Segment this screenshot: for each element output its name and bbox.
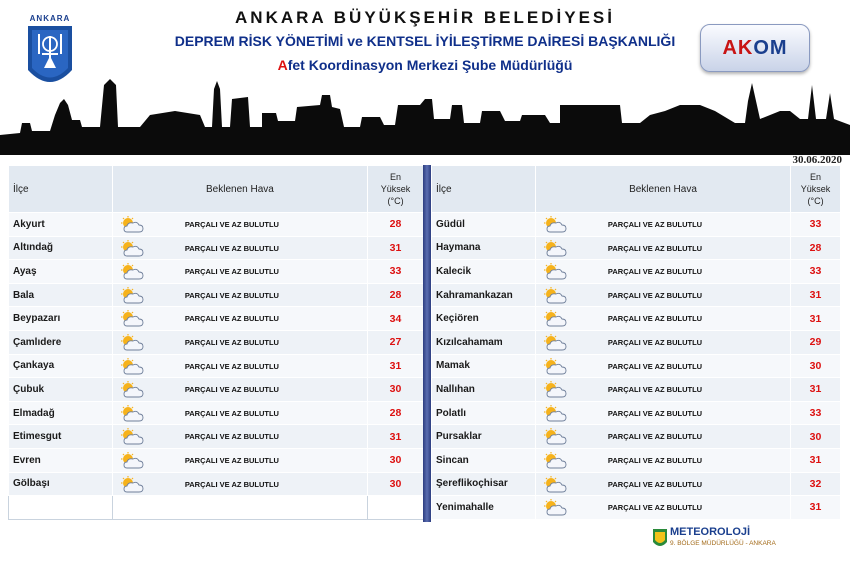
partly-cloudy-icon [119, 263, 145, 281]
weather-description: PARÇALI VE AZ BULUTLU [607, 243, 703, 253]
header-max-line3: (°C) [387, 196, 404, 206]
akom-badge [700, 24, 810, 72]
report-date: 30.06.2020 [792, 154, 842, 166]
max-temperature: 34 [368, 307, 424, 331]
header-expected-weather: Beklenen Hava [535, 166, 790, 213]
max-temperature: 27 [368, 330, 424, 354]
weather-cell [535, 236, 790, 260]
weather-cell [535, 472, 790, 496]
partly-cloudy-icon [119, 452, 145, 470]
partly-cloudy-icon [119, 287, 145, 305]
partly-cloudy-icon [542, 428, 568, 446]
table-row [432, 260, 841, 284]
table-row [9, 213, 424, 237]
table-row [432, 401, 841, 425]
page-subtitle: DEPREM RİSK YÖNETİMİ ve KENTSEL İYİLEŞTİRME DAİRESİ BAŞKANLIĞI [174, 33, 676, 49]
district-name: Elmadağ [9, 401, 113, 425]
weather-description: PARÇALI VE AZ BULUTLU [607, 361, 703, 371]
weather-cell [112, 378, 367, 402]
weather-description: PARÇALI VE AZ BULUTLU [184, 361, 279, 371]
weather-description: PARÇALI VE AZ BULUTLU [607, 314, 703, 324]
weather-description: PARÇALI VE AZ BULUTLU [607, 479, 703, 489]
unit-name-rest: fet Koordinasyon Merkezi Şube Müdürlüğü [287, 57, 573, 73]
weather-description: PARÇALI VE AZ BULUTLU [184, 220, 279, 229]
partly-cloudy-icon [119, 428, 145, 446]
partly-cloudy-icon [119, 240, 145, 258]
table-row [432, 496, 841, 520]
weather-description: PARÇALI VE AZ BULUTLU [184, 290, 279, 300]
max-temperature: 30 [368, 472, 424, 496]
max-temperature: 31 [368, 425, 424, 449]
district-name: Haymana [432, 236, 536, 260]
weather-cell [112, 330, 367, 354]
district-name: Nallıhan [432, 378, 536, 402]
weather-table-right [431, 165, 841, 520]
table-header-row [432, 166, 841, 213]
max-temperature: 31 [791, 496, 841, 520]
max-temperature: 31 [791, 283, 841, 307]
weather-description: PARÇALI VE AZ BULUTLU [607, 455, 703, 465]
district-name: Altındağ [9, 236, 113, 260]
logo-text: ANKARA [29, 14, 71, 23]
meteoroloji-subtitle: 9. BÖLGE MÜDÜRLÜĞÜ - ANKARA [670, 540, 776, 547]
table-row [9, 236, 424, 260]
weather-table-left [8, 165, 424, 520]
table-row [432, 472, 841, 496]
weather-description: PARÇALI VE AZ BULUTLU [184, 243, 279, 253]
weather-cell [112, 283, 367, 307]
table-row [432, 330, 841, 354]
header-max-line1: En [390, 172, 402, 182]
akom-badge-suffix: OM [753, 37, 788, 59]
table-row [432, 307, 841, 331]
weather-cell [535, 260, 790, 284]
max-temperature: 28 [791, 236, 841, 260]
weather-cell [112, 307, 367, 331]
table-row [432, 354, 841, 378]
weather-cell [535, 401, 790, 425]
weather-description: PARÇALI VE AZ BULUTLU [607, 432, 703, 442]
header-district: İlçe [9, 166, 113, 213]
unit-name-first-letter: A [277, 57, 288, 73]
partly-cloudy-icon [542, 334, 568, 352]
weather-cell [535, 448, 790, 472]
weather-cell [535, 213, 790, 237]
max-temperature: 31 [791, 378, 841, 402]
partly-cloudy-icon [119, 476, 145, 494]
weather-cell [535, 283, 790, 307]
weather-cell [535, 354, 790, 378]
weather-cell [535, 330, 790, 354]
district-name: Kahramankazan [432, 283, 536, 307]
district-name: Yenimahalle [432, 496, 536, 520]
table-row [9, 283, 424, 307]
table-row [9, 378, 424, 402]
partly-cloudy-icon [542, 240, 568, 258]
partly-cloudy-icon [119, 405, 145, 423]
table-row [432, 236, 841, 260]
empty-row [9, 496, 424, 520]
weather-cell [112, 236, 367, 260]
district-name: Mamak [432, 354, 536, 378]
max-temperature: 33 [791, 401, 841, 425]
meteoroloji-emblem-icon [652, 528, 668, 550]
district-name: Akyurt [9, 213, 113, 237]
header-max-line3: (°C) [807, 196, 824, 206]
district-name: Çamlıdere [9, 330, 113, 354]
table-row [9, 448, 424, 472]
header-max-temp [791, 166, 841, 213]
district-name: Çubuk [9, 378, 113, 402]
header-district: İlçe [432, 166, 536, 213]
partly-cloudy-icon [542, 499, 568, 517]
partly-cloudy-icon [542, 216, 568, 234]
weather-description: PARÇALI VE AZ BULUTLU [184, 267, 279, 277]
partly-cloudy-icon [542, 476, 568, 494]
weather-description: PARÇALI VE AZ BULUTLU [184, 408, 279, 418]
max-temperature: 30 [368, 448, 424, 472]
weather-cell [112, 354, 367, 378]
weather-cell [112, 260, 367, 284]
partly-cloudy-icon [119, 358, 145, 376]
max-temperature: 33 [791, 260, 841, 284]
district-name: Evren [9, 448, 113, 472]
max-temperature: 33 [791, 213, 841, 237]
max-temperature: 28 [368, 213, 424, 237]
table-row [432, 283, 841, 307]
header-max-line2: Yüksek [380, 184, 411, 194]
district-name: Ayaş [9, 260, 113, 284]
city-skyline-icon [0, 75, 850, 155]
weather-description: PARÇALI VE AZ BULUTLU [184, 385, 279, 395]
partly-cloudy-icon [542, 263, 568, 281]
weather-description: PARÇALI VE AZ BULUTLU [184, 479, 279, 489]
weather-description: PARÇALI VE AZ BULUTLU [607, 385, 703, 395]
akom-badge-prefix: AK [722, 37, 754, 59]
district-name: Güdül [432, 213, 536, 237]
district-name: Kalecik [432, 260, 536, 284]
table-row [9, 330, 424, 354]
weather-cell [535, 307, 790, 331]
partly-cloudy-icon [119, 310, 145, 328]
max-temperature: 28 [368, 401, 424, 425]
weather-description: PARÇALI VE AZ BULUTLU [607, 220, 703, 229]
table-row [9, 354, 424, 378]
district-name: Sincan [432, 448, 536, 472]
weather-cell [112, 401, 367, 425]
table-header-row [9, 166, 424, 213]
table-row [432, 378, 841, 402]
max-temperature: 30 [368, 378, 424, 402]
table-row [9, 472, 424, 496]
partly-cloudy-icon [542, 287, 568, 305]
district-name: Polatlı [432, 401, 536, 425]
partly-cloudy-icon [542, 405, 568, 423]
max-temperature: 31 [791, 448, 841, 472]
weather-description: PARÇALI VE AZ BULUTLU [607, 408, 703, 418]
partly-cloudy-icon [119, 216, 145, 234]
page-title: ANKARA BÜYÜKŞEHİR BELEDİYESİ [235, 8, 615, 27]
max-temperature: 30 [791, 425, 841, 449]
partly-cloudy-icon [119, 334, 145, 352]
table-row [9, 260, 424, 284]
weather-description: PARÇALI VE AZ BULUTLU [607, 267, 703, 277]
partly-cloudy-icon [542, 381, 568, 399]
meteoroloji-title: METEOROLOJİ [670, 526, 751, 538]
weather-description: PARÇALI VE AZ BULUTLU [184, 455, 279, 465]
partly-cloudy-icon [119, 381, 145, 399]
max-temperature: 30 [791, 354, 841, 378]
partly-cloudy-icon [542, 358, 568, 376]
table-row [9, 425, 424, 449]
max-temperature: 29 [791, 330, 841, 354]
weather-description: PARÇALI VE AZ BULUTLU [184, 337, 279, 347]
weather-description: PARÇALI VE AZ BULUTLU [607, 503, 703, 513]
table-row [432, 448, 841, 472]
header-expected-weather: Beklenen Hava [112, 166, 367, 213]
weather-cell [112, 425, 367, 449]
max-temperature: 32 [791, 472, 841, 496]
weather-cell [112, 213, 367, 237]
max-temperature: 31 [791, 307, 841, 331]
weather-cell [112, 472, 367, 496]
district-name: Pursaklar [432, 425, 536, 449]
column-divider [423, 165, 431, 522]
header-max-line1: En [810, 172, 822, 182]
district-name: Bala [9, 283, 113, 307]
partly-cloudy-icon [542, 310, 568, 328]
weather-description: PARÇALI VE AZ BULUTLU [184, 314, 279, 324]
table-row [9, 401, 424, 425]
empty-cell [368, 496, 424, 520]
weather-cell [535, 425, 790, 449]
weather-description: PARÇALI VE AZ BULUTLU [607, 290, 703, 300]
weather-description: PARÇALI VE AZ BULUTLU [607, 337, 703, 347]
weather-description: PARÇALI VE AZ BULUTLU [184, 432, 279, 442]
table-row [432, 425, 841, 449]
district-name: Gölbaşı [9, 472, 113, 496]
max-temperature: 31 [368, 354, 424, 378]
header-max-line2: Yüksek [800, 184, 831, 194]
meteoroloji-logo [652, 526, 792, 552]
partly-cloudy-icon [542, 452, 568, 470]
weather-cell [535, 496, 790, 520]
district-name: Beypazarı [9, 307, 113, 331]
district-name: Keçiören [432, 307, 536, 331]
max-temperature: 33 [368, 260, 424, 284]
empty-cell [112, 496, 367, 520]
table-row [432, 213, 841, 237]
district-name: Kızılcahamam [432, 330, 536, 354]
district-name: Şereflikoçhisar [432, 472, 536, 496]
weather-cell [535, 378, 790, 402]
header-max-temp [368, 166, 424, 213]
weather-cell [112, 448, 367, 472]
max-temperature: 28 [368, 283, 424, 307]
empty-cell [9, 496, 113, 520]
district-name: Etimesgut [9, 425, 113, 449]
district-name: Çankaya [9, 354, 113, 378]
max-temperature: 31 [368, 236, 424, 260]
table-row [9, 307, 424, 331]
